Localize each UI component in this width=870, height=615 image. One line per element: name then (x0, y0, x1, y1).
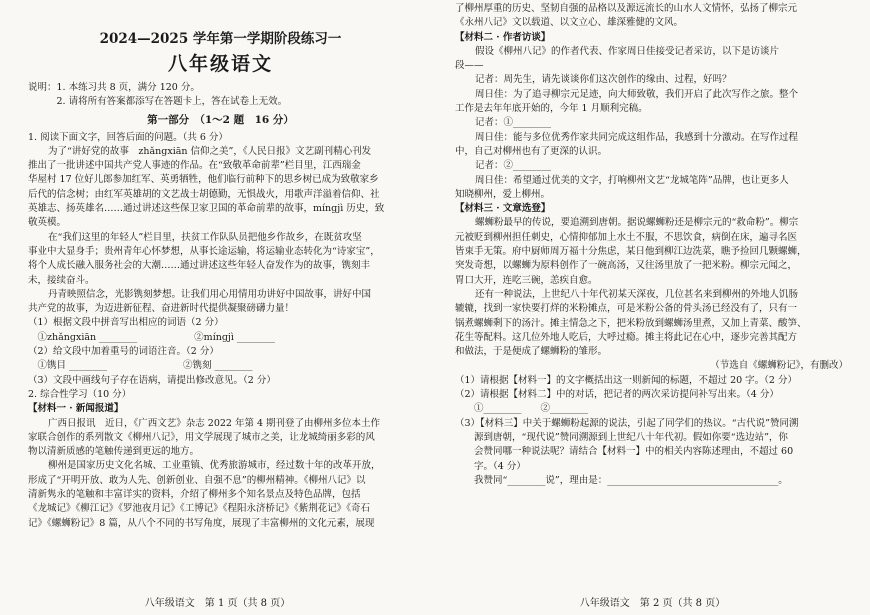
text-line: 共产党的故事，为迈进新征程、奋进新时代提供凝聚磅礴力量！ (28, 303, 295, 315)
text-line: 柳州是国家历史文化名城、工业重镇、优秀旅游城市，经过数十年的改革开放， (48, 460, 381, 472)
sub-question: 源到唐朝，“现代说”赞同溯源到上世纪八十年代初。假如你要“选边站”，你 (455, 431, 788, 443)
dialog-line: 工作是去年年底开始的，今年 1 月顺利完稿。 (455, 103, 648, 115)
answer-blank-line[interactable]: 我赞同“________说”，理由是：____________________________________。 (455, 474, 788, 486)
text-line: 突发奇想，以螺蛳为原料创作了一碗高汤，又往汤里放了一把米粉。柳宗元闻之， (455, 260, 798, 272)
text-line: 和做法，于是便成了螺蛳粉的雏形。 (455, 346, 608, 358)
text-line: 在“我们这里的年轻人”栏目里，扶贫工作队队员把他乡作故乡，在既贫攻坚 (48, 231, 362, 243)
text-line: 华屋村 17 位好儿郎参加红军、英勇牺牲，他们临行前种下的思乡树已成为致敬家乡 (28, 174, 379, 186)
text-line: 还有一种说法，上世纪八十年代初某天深夜，几位甚名来到柳州的外地人饥肠 (475, 288, 799, 300)
material-title: 【材料一 · 新闻报道】 (28, 403, 124, 415)
text-line: 将个人成长融入服务社会的大潮……通过讲述这些年轻人奋发作为的故事，镌刻丰 (28, 260, 371, 272)
sub-question: （3）【材料三】中关于螺蛳粉起源的说法，引起了同学们的热议。“古代说”赞同溯 (455, 417, 799, 429)
text-line: 广西日报讯 近日，《广西文艺》杂志 2022 年第 4 期刊登了由柳州多位本土作 (48, 417, 381, 429)
sub-question: （2）请根据【材料二】中的对话，把记者的两次采访提问补写出来。（4 分） (455, 389, 779, 401)
text-line: 胃口大开，连吃三碗，恙疾自愈。 (455, 274, 598, 286)
text-line: 花生等配料。这几位外地人吃后，大呼过瘾。摊主将此记在心中，逐步完善其配方 (455, 331, 798, 343)
source-note: （节选自《螺蛳粉记》，有删改） (710, 360, 848, 372)
text-line: 清新隽永的笔触和丰富详实的资料，介绍了柳州多个知名景点及特色品牌，包括 (28, 489, 361, 501)
text-line: 假设《柳州八记》的作者代表、作家周日佳接受记者采访，以下是访谈片 (475, 45, 780, 57)
sub-question: （1）根据文段中拼音写出相应的词语（2 分） (28, 317, 224, 329)
text-line: 了柳州厚重的历史、坚韧自强的品格以及源远流长的山水人文情怀，弘扬了柳宗元 (455, 3, 798, 14)
sub-question: （1）请根据【材料一】的文字概括出这一则新闻的标题，不超过 20 字。（2 分） (455, 374, 797, 386)
sub-question: （2）给文段中加着重号的词语注音。（2 分） (28, 346, 219, 358)
subject-title: 八年级语文 (167, 53, 273, 75)
sub-question: （3）文段中画线句子存在语病，请提出修改意见。（2 分） (28, 374, 276, 386)
material-title: 【材料三 · 文章选登】 (455, 203, 551, 215)
dialog-line: 周日佳：希望通过优美的文字，打响柳州文艺“龙城笔阵”品牌，也让更多人 (475, 174, 789, 186)
text-line: 未，接续奋斗。 (28, 274, 95, 286)
dialog-line: 周日佳：为了追寻柳宗元足迹，向大师致敬，我们开启了此次写作之旅。整个 (475, 88, 799, 100)
text-line: 推出了一批讲述中国共产党人事迹的作品。在“致敬革命前辈”栏目里，江西瑞金 (28, 160, 361, 172)
text-line: 英雄志、扬英雄名……通过讲述这些保卫家卫国的革命前辈的故事，mínɡjì 历史，致 (28, 203, 385, 215)
text-line: 家联合创作的系列散文《柳州八记》，用文学展现了城市之美，让龙城绮丽多彩的风 (28, 431, 375, 443)
answer-blank-line[interactable]: ①________ ②________ (455, 403, 589, 415)
text-line: 敬英模。 (28, 217, 67, 229)
section-title: 第一部分 （1～2 题 16 分） (147, 113, 294, 126)
page-footer: 八年级语文 第 2 页（共 8 页） (579, 598, 726, 609)
text-line: 《龙城记》《柳江记》《罗池夜月记》《工博记》《程阳永济桥记》《紫荆花记》《奇石 (28, 503, 371, 515)
dialog-line: 知晓柳州，爱上柳州。 (455, 188, 551, 200)
dialog-line: 周日佳：能与多位优秀作家共同完成这组作品，我感到十分激动。在写作过程 (475, 131, 799, 143)
answer-blank-line[interactable]: ①zhǎnɡxiān ________ ②mínɡjì ________ (28, 331, 275, 343)
note-line: 说明：1. 本练习共 8 页，满分 120 分。 (28, 82, 200, 93)
answer-blank-line[interactable]: 记者：①________ (475, 117, 552, 129)
text-line: 元被贬到柳州担任刺史，心情抑郁加上水土不服，不思饮食，病倒在床，遍寻名医 (455, 231, 798, 243)
answer-blank-line[interactable]: 记者：②________ (475, 160, 552, 172)
note-line: 2. 请将所有答案都添写在答题卡上，答在试卷上无效。 (28, 96, 288, 108)
text-line: 锅煮螺蛳剩下的汤汁。摊主情急之下，把米粉放到螺蛳汤里煮，又加上青菜、酸笋、 (455, 317, 807, 329)
text-line: 螺蛳粉最早的传说，要追溯到唐朝。据说螺蛳粉还是柳宗元的“救命粉”。柳宗 (475, 217, 799, 229)
text-line: 《永州八记》文以载道、以文立心、雄深雅健的文风。 (455, 17, 684, 29)
answer-blank-line[interactable]: ①镌目 ________ ②镌刻 ________ (28, 360, 253, 372)
text-line: 段—— (455, 60, 484, 72)
dialog-line: 记者：周先生，请先谈谈你们这次创作的缘由、过程，好吗？ (475, 74, 732, 86)
sub-question: 会赞同哪一种说法呢？请结合【材料一】中的相关内容陈述理由，不超过 60 (455, 446, 794, 458)
material-title: 【材料二 · 作者访谈】 (455, 31, 551, 43)
text-line: 辘辘，找到一家快要打烊的米粉摊点，可是米粉公备的骨头汤已经没有了，只有一 (455, 303, 798, 315)
text-line: 事业中大显身手；贵州青年心怀梦想，从事长途运输，将运输业态转化为“诗家宝”， (28, 245, 380, 257)
text-line: 记》《螺蛳粉记》8 篇，从八个不同的书写角度，展现了丰富柳州的文化元素，展现 (28, 517, 375, 529)
text-line: 为了“讲好党的故事 zhǎngxiān 信仰之美”，《人民日报》文艺副刊精心刊发 (48, 145, 372, 157)
text-line: 物以清新质感的笔触传递到更远的地方。 (28, 446, 200, 458)
exam-title: 2024—2025 学年第一学期阶段练习一 (99, 31, 342, 47)
question-title: 2. 综合性学习（10 分） (28, 388, 132, 400)
text-line: 后代的信念树；由红军英雄胡的文艺战士胡德勤，无惧战火，用歌声洋溢着信仰、社 (28, 188, 380, 200)
text-line: 皆束手无策。府中厨师周万福十分焦虑，某日他到柳江边洗菜，瞧予捡回几颗螺蛳， (455, 246, 807, 258)
sub-question: 字。（4 分） (455, 460, 526, 472)
text-line: 形成了“开明开放、敢为人先、创新创业、自强不息”的柳州精神。《柳州八记》以 (28, 474, 366, 486)
question-title: 1. 阅读下面文字，回答后面的问题。（共 6 分） (28, 131, 228, 143)
page-footer: 八年级语文 第 1 页（共 8 页） (144, 598, 291, 609)
dialog-line: 中，自己对柳州也有了更深的认识。 (455, 145, 608, 157)
page-2 (435, 0, 870, 615)
text-line: 丹青映照信念，光影镌刻梦想。让我们用心用情用功讲好中国故事，讲好中国 (48, 288, 372, 300)
